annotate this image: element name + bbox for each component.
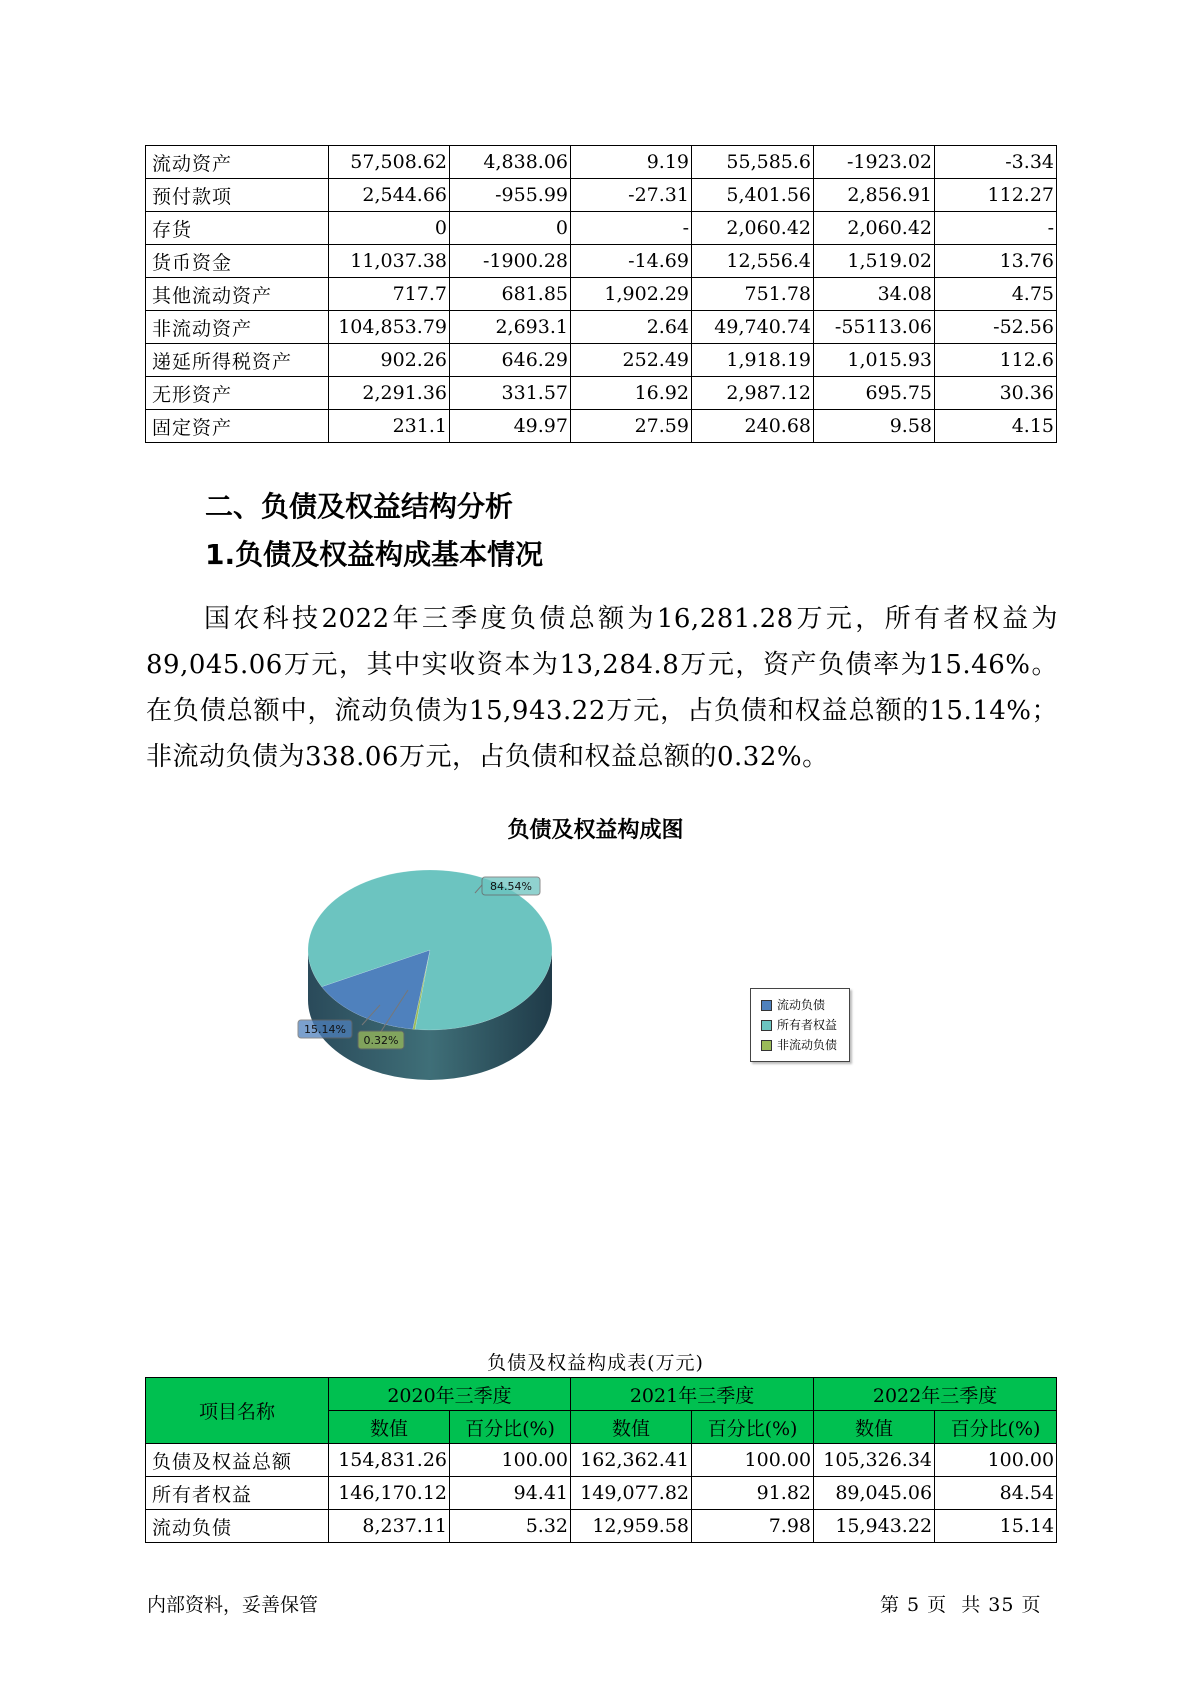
row-label: 固定资产 (146, 410, 329, 443)
header-year-2022: 2022年三季度 (814, 1378, 1057, 1411)
table-cell: 717.7 (329, 278, 450, 311)
table-cell: 4.75 (935, 278, 1057, 311)
table-row (146, 311, 1057, 344)
header-value: 数值 (814, 1411, 935, 1444)
table-cell: -27.31 (571, 179, 692, 212)
table-cell: 100.00 (692, 1444, 814, 1477)
table-cell: 2.64 (571, 311, 692, 344)
table-cell: 34.08 (814, 278, 935, 311)
liability-equity-table (145, 1377, 1057, 1543)
table-cell: 112.6 (935, 344, 1057, 377)
row-label: 货币资金 (146, 245, 329, 278)
table-cell: 1,902.29 (571, 278, 692, 311)
analysis-paragraph: 国农科技2022年三季度负债总额为16,281.28万元，所有者权益为89,045.06万元，其中实收资本为13,284.8万元，资产负债率为15.46%。在负债总额中，流动负债为15,943.22万元，占负债和权益总额的15.14%；非流动负债为338.06万元，占负债和权益总额的0.32%。 (146, 604, 1058, 772)
table-cell: 646.29 (450, 344, 571, 377)
legend-item (761, 1015, 849, 1035)
table-cell: 16.92 (571, 377, 692, 410)
table-cell: 240.68 (692, 410, 814, 443)
header-value: 数值 (329, 1411, 450, 1444)
table-row (146, 377, 1057, 410)
table-cell: 1,519.02 (814, 245, 935, 278)
table-row (146, 344, 1057, 377)
table-cell: 2,987.12 (692, 377, 814, 410)
table-cell: 15.14 (935, 1510, 1057, 1543)
table-cell: -55113.06 (814, 311, 935, 344)
table-cell: 100.00 (935, 1444, 1057, 1477)
data-label (358, 1031, 404, 1049)
subsection-heading: 1.负债及权益构成基本情况 (205, 538, 544, 571)
data-label (482, 877, 540, 895)
data-label-text: 15.14% (304, 1023, 346, 1036)
legend-item (761, 995, 849, 1015)
table-cell: 49,740.74 (692, 311, 814, 344)
chart-title: 负债及权益构成图 (507, 818, 684, 843)
table-cell: 162,362.41 (571, 1444, 692, 1477)
table-cell: -1923.02 (814, 146, 935, 179)
table-row (146, 1444, 1057, 1477)
table-cell: 8,237.11 (329, 1510, 450, 1543)
table-cell: 2,856.91 (814, 179, 935, 212)
table-cell: 1,015.93 (814, 344, 935, 377)
table-cell: 2,544.66 (329, 179, 450, 212)
table-row (146, 410, 1057, 443)
table-cell: 13.76 (935, 245, 1057, 278)
table-row (146, 179, 1057, 212)
row-label: 流动负债 (146, 1510, 329, 1543)
table-row (146, 1510, 1057, 1543)
table-cell: - (935, 212, 1057, 245)
legend-label: 流动负债 (777, 998, 826, 1012)
header-pct: 百分比(%) (450, 1411, 571, 1444)
table-cell: - (571, 212, 692, 245)
table-cell: 12,556.4 (692, 245, 814, 278)
table-cell: 331.57 (450, 377, 571, 410)
asset-table (145, 145, 1057, 443)
table-cell: 146,170.12 (329, 1477, 450, 1510)
table-cell: 112.27 (935, 179, 1057, 212)
header-pct: 百分比(%) (935, 1411, 1057, 1444)
table-cell: 30.36 (935, 377, 1057, 410)
table-cell: 2,693.1 (450, 311, 571, 344)
pie-chart (290, 870, 590, 1140)
table-cell: -955.99 (450, 179, 571, 212)
legend-item (761, 1035, 849, 1055)
table-cell: 105,326.34 (814, 1444, 935, 1477)
legend-swatch (761, 1020, 772, 1031)
table-cell: 94.41 (450, 1477, 571, 1510)
table-row (146, 212, 1057, 245)
table-cell: 252.49 (571, 344, 692, 377)
row-label: 所有者权益 (146, 1477, 329, 1510)
table-cell: -52.56 (935, 311, 1057, 344)
table-row (146, 146, 1057, 179)
table-cell: 751.78 (692, 278, 814, 311)
table-row (146, 1477, 1057, 1510)
legend-swatch (761, 1040, 772, 1051)
table-cell: 154,831.26 (329, 1444, 450, 1477)
table-cell: 100.00 (450, 1444, 571, 1477)
table-cell: 104,853.79 (329, 311, 450, 344)
data-label (298, 1020, 352, 1038)
table-cell: 1,918.19 (692, 344, 814, 377)
row-label: 递延所得税资产 (146, 344, 329, 377)
table-cell: -14.69 (571, 245, 692, 278)
table-cell: 57,508.62 (329, 146, 450, 179)
table-cell: 2,060.42 (814, 212, 935, 245)
header-item: 项目名称 (146, 1378, 329, 1444)
table-cell: 4,838.06 (450, 146, 571, 179)
legend-label: 非流动负债 (777, 1038, 838, 1052)
table-cell: 4.15 (935, 410, 1057, 443)
row-label: 其他流动资产 (146, 278, 329, 311)
table-cell: 49.97 (450, 410, 571, 443)
table-cell: -3.34 (935, 146, 1057, 179)
table-cell: 55,585.6 (692, 146, 814, 179)
header-year-2021: 2021年三季度 (571, 1378, 814, 1411)
table-cell: 5.32 (450, 1510, 571, 1543)
table-cell: 12,959.58 (571, 1510, 692, 1543)
table-cell: 2,291.36 (329, 377, 450, 410)
header-value: 数值 (571, 1411, 692, 1444)
table-cell: 681.85 (450, 278, 571, 311)
table-cell: 149,077.82 (571, 1477, 692, 1510)
row-label: 存货 (146, 212, 329, 245)
table-cell: 11,037.38 (329, 245, 450, 278)
row-label: 非流动资产 (146, 311, 329, 344)
data-label-text: 84.54% (490, 880, 532, 893)
table-cell: 695.75 (814, 377, 935, 410)
table-cell: 0 (329, 212, 450, 245)
row-label: 预付款项 (146, 179, 329, 212)
table-cell: 231.1 (329, 410, 450, 443)
table-row (146, 278, 1057, 311)
header-year-2020: 2020年三季度 (329, 1378, 571, 1411)
legend-label: 所有者权益 (777, 1018, 838, 1032)
table-cell: 84.54 (935, 1477, 1057, 1510)
table-cell: 9.19 (571, 146, 692, 179)
legend-swatch (761, 1000, 772, 1011)
table-cell: -1900.28 (450, 245, 571, 278)
table-cell: 0 (450, 212, 571, 245)
footer-note: 内部资料，妥善保管 (147, 1594, 319, 1616)
table-cell: 5,401.56 (692, 179, 814, 212)
table-cell: 9.58 (814, 410, 935, 443)
table-cell: 27.59 (571, 410, 692, 443)
page-number: 第 5 页 共 35 页 (880, 1594, 1042, 1616)
table-cell: 89,045.06 (814, 1477, 935, 1510)
table-cell: 902.26 (329, 344, 450, 377)
row-label: 负债及权益总额 (146, 1444, 329, 1477)
row-label: 无形资产 (146, 377, 329, 410)
table-cell: 91.82 (692, 1477, 814, 1510)
data-label-text: 0.32% (363, 1034, 399, 1047)
chart-legend (750, 988, 850, 1062)
table-caption: 负债及权益构成表(万元) (487, 1352, 704, 1374)
table-cell: 2,060.42 (692, 212, 814, 245)
table-cell: 7.98 (692, 1510, 814, 1543)
table-row (146, 245, 1057, 278)
table-cell: 15,943.22 (814, 1510, 935, 1543)
row-label: 流动资产 (146, 146, 329, 179)
section-heading: 二、负债及权益结构分析 (205, 490, 514, 523)
header-pct: 百分比(%) (692, 1411, 814, 1444)
